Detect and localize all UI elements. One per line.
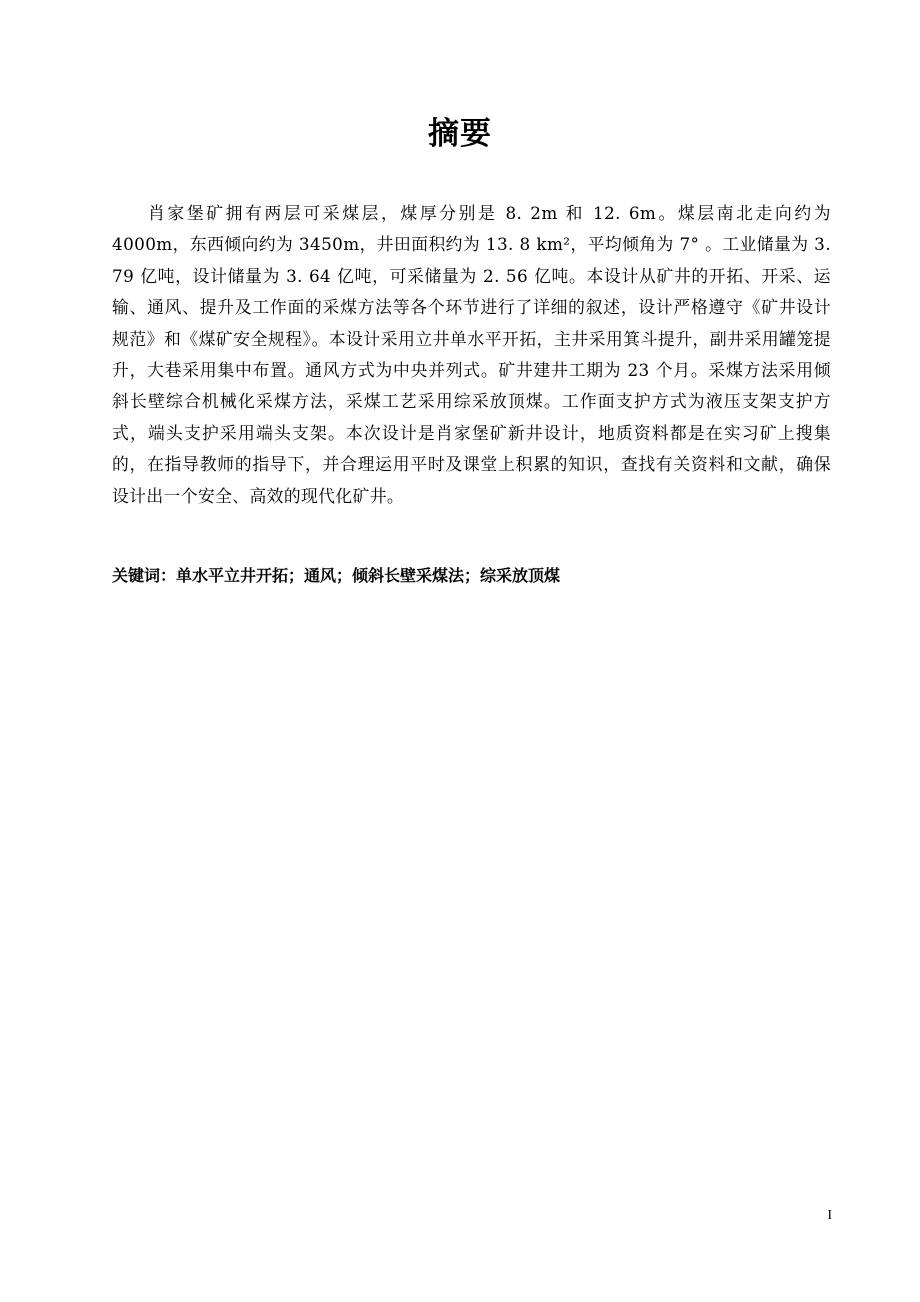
page-number: I — [827, 1208, 832, 1223]
abstract-title: 摘要 — [428, 116, 492, 152]
keywords-line: 关键词：单水平立井开拓；通风；倾斜长壁采煤法；综采放顶煤 — [112, 566, 561, 585]
abstract-paragraph: 肖家堡矿拥有两层可采煤层，煤厚分别是 8. 2m 和 12. 6m。煤层南北走向约为 4000m，东西倾向约为 3450m，井田面积约为 13. 8 km²，平均倾角为 7° 。工业储量为 3. 79 亿吨，设计储量为 3. 64 亿吨，可采储量为 2. 56 亿吨。本设计从矿井的开拓、开采、运输、通风、提升及工作面的采煤方法等各个环节进行了详细的叙述，设计严格遵守《矿井设计规范》和《煤矿安全规程》。本设计采用立井单水平开拓，主井采用箕斗提升，副井采用罐笼提升，大巷采用集中布置。通风方式为中央并列式。矿井建井工期为 23 个月。采煤方法采用倾斜长壁综合机械化采煤方法，采煤工艺采用综采放顶煤。工作面支护方式为液压支架支护方式，端头支护采用端头支架。本次设计是肖家堡矿新井设计，地质资料都是在实习矿上搜集的，在指导教师的指导下，并合理运用平时及课堂上积累的知识，查找有关资料和文献，确保设计出一个安全、高效的现代化矿井。 — [112, 203, 831, 506]
